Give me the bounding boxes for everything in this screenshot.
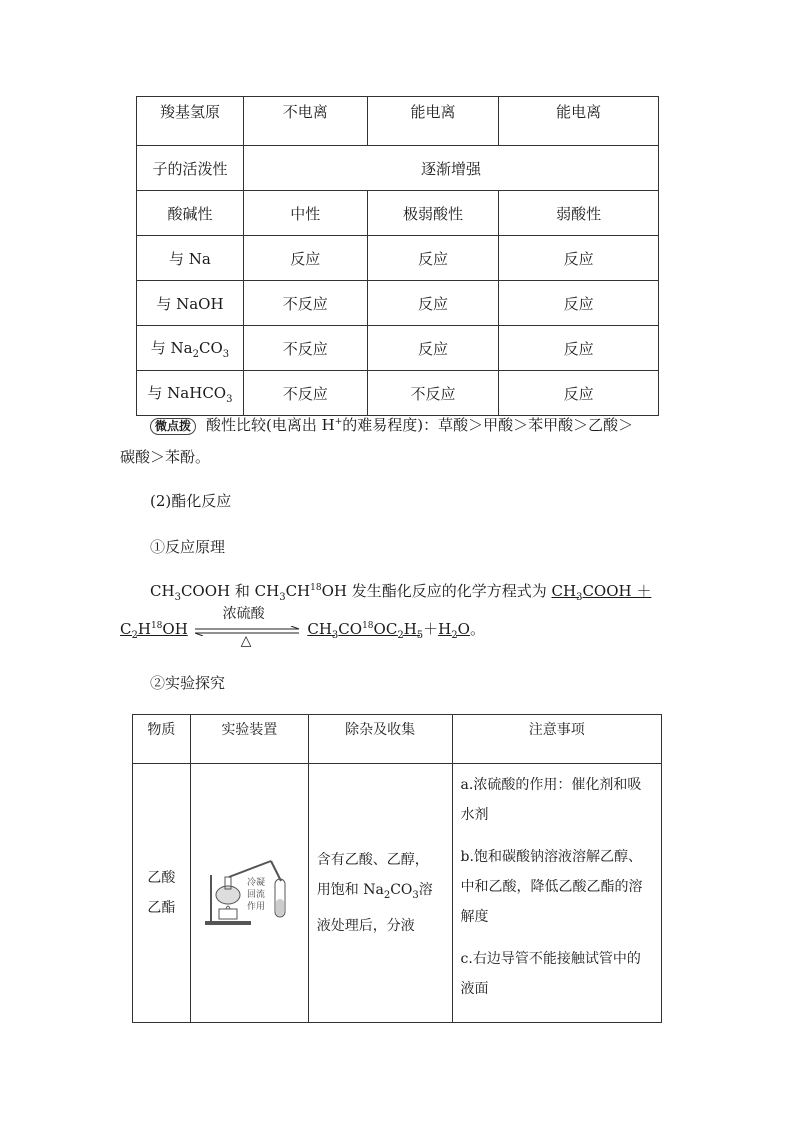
equation-line-1: $CH_3COOH$ 和 $CH_3CH^{18}OH$ 发生酯化反应的化学方程式为 $CH_3COOH$ ＋ [150,582,652,603]
table-row [137,326,659,371]
substance-cell: 乙酸 乙酯 [133,764,191,1023]
tip-badge: 微点拨 [150,418,196,435]
reaction-arrow [193,606,303,649]
table-cell: 不反应 [367,371,499,416]
table-cell: 反应 [367,281,499,326]
header-cell: 实验装置 [190,715,308,764]
header-cell: 物质 [133,715,191,764]
tip-line-1: 微点拨 酸性比较(电离出 H+的难易程度)：草酸＞甲酸＞苯甲酸＞乙酸＞ [150,414,633,435]
table-row [137,281,659,326]
table-cell: 极弱酸性 [367,191,499,236]
table-cell: 中性 [243,191,367,236]
purify-cell: 含有乙酸、乙醇， 用饱和 $Na_2CO_3$溶 液处理后，分液 [308,764,452,1023]
row-label: 与 NaOH [137,281,244,326]
acidity-comparison-table [136,96,659,416]
table-cell: 逐渐增强 [243,146,658,191]
table-cell: 不反应 [243,326,367,371]
apparatus-label: 回流 [247,890,266,900]
table-cell: 不反应 [243,281,367,326]
table-row [137,191,659,236]
note-item: c.右边导管不能接触试管中的液面 [460,951,641,997]
row-label: 酸碱性 [137,191,244,236]
row-label: 与 NaHCO$_3$ [137,371,244,416]
table-cell: 弱酸性 [499,191,659,236]
table-row [137,236,659,281]
subheading-experiment: ②实验探究 [150,674,226,692]
table-cell: 反应 [367,326,499,371]
table-cell: 反应 [499,236,659,281]
apparatus-label: 冷凝 [247,878,266,888]
header-cell: 除杂及收集 [308,715,452,764]
row-label: 子的活泼性 [137,146,244,191]
catalyst-label: 浓硫酸 [222,606,265,622]
section-heading: (2)酯化反应 [150,492,232,510]
notes-cell [452,764,661,1023]
apparatus-cell [190,764,308,1023]
table-cell: 反应 [243,236,367,281]
heat-symbol: △ [240,633,252,649]
table-cell: 反应 [499,281,659,326]
table-cell: 反应 [499,371,659,416]
table-row [137,97,659,146]
table-cell: 不电离 [243,97,367,146]
table-cell: 反应 [367,236,499,281]
row-label: 与 Na [137,236,244,281]
row-label: 羧基氢原 [137,97,244,146]
distillation-apparatus-icon [199,851,299,931]
table-row [137,371,659,416]
table-cell: 能电离 [367,97,499,146]
note-item: b.饱和碳酸钠溶液溶解乙醇、中和乙酸，降低乙酸乙酯的溶解度 [460,849,643,925]
apparatus-label: 作用 [247,902,266,912]
table-cell: 不反应 [243,371,367,416]
header-cell: 注意事项 [452,715,661,764]
table-cell: 能电离 [499,97,659,146]
table-row [137,146,659,191]
table-cell: 反应 [499,326,659,371]
row-label: 与 $Na_2CO_3$ [137,326,244,371]
note-item: a.浓硫酸的作用：催化剂和吸水剂 [460,777,642,823]
subheading-principle: ①反应原理 [150,538,226,556]
table-header-row [133,715,662,764]
experiment-table [132,714,662,1023]
table-row [133,764,662,1023]
equation-line-2: $C_2H^{18}OH$ 浓硫酸 △ $CH_3CO^{18}OC_2H_5+H_2O$。 [120,618,485,641]
tip-line-2: 碳酸＞苯酚。 [120,448,211,466]
